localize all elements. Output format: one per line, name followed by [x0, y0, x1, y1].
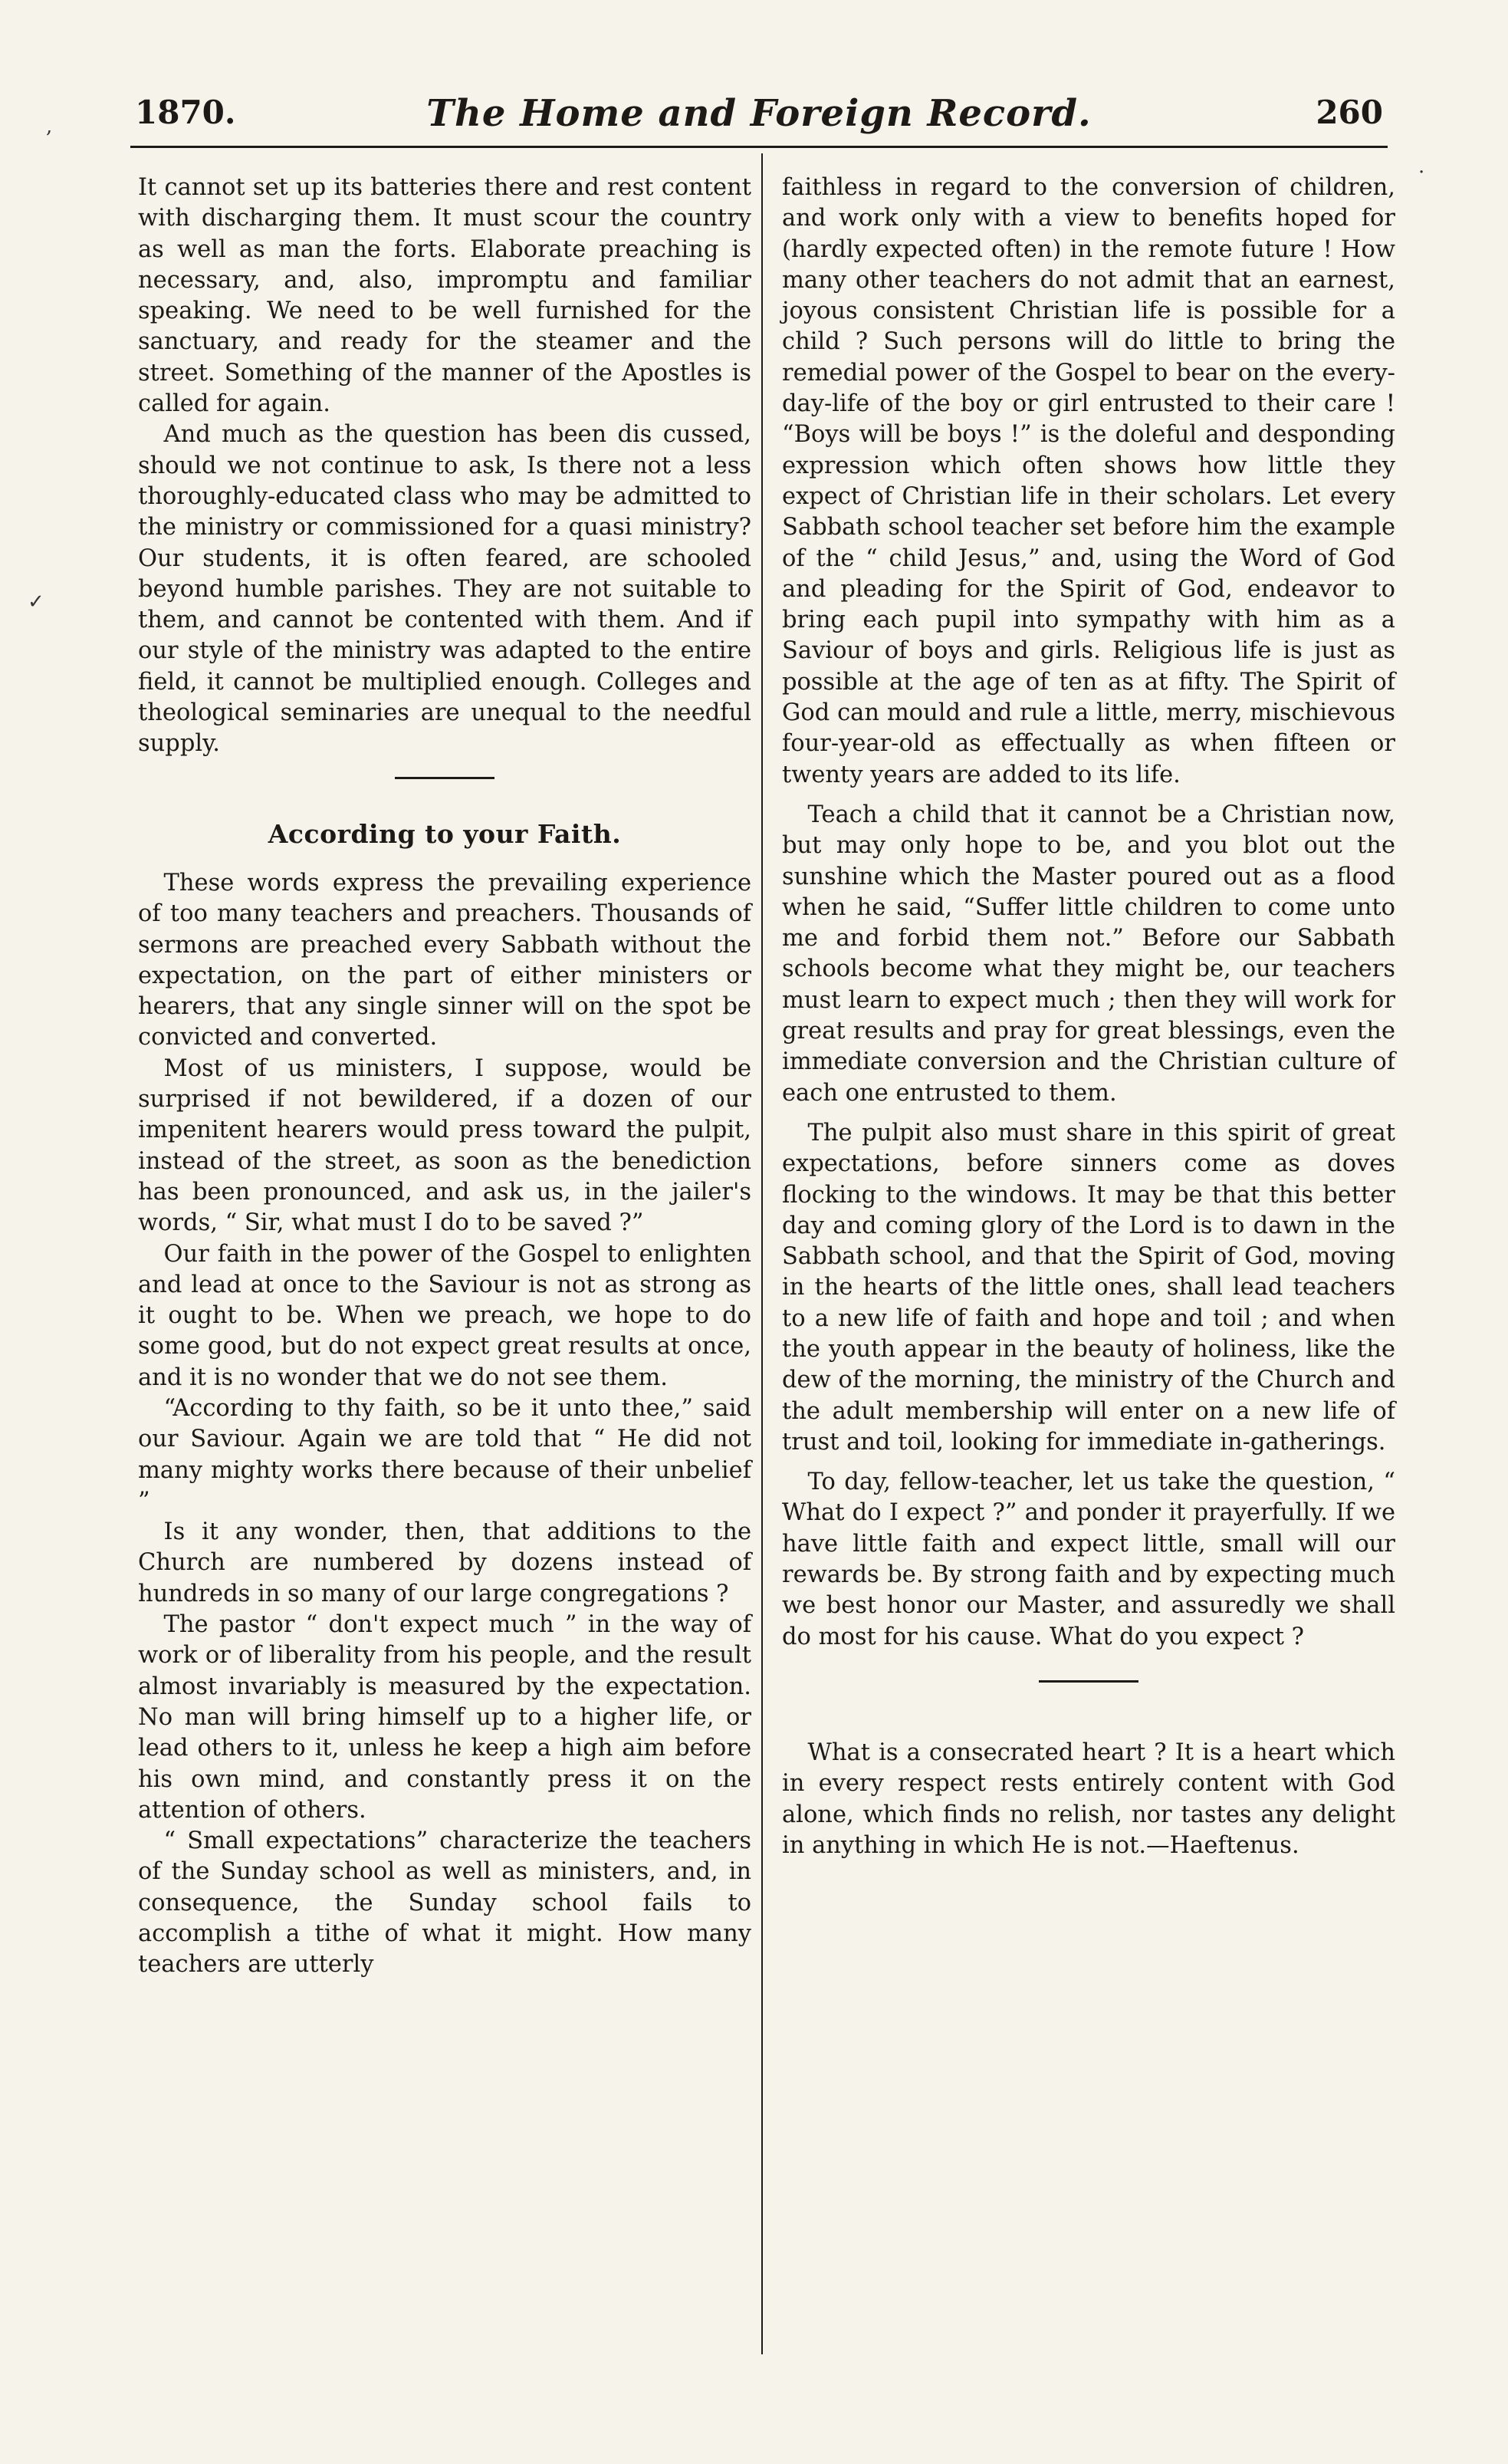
section-divider: [395, 777, 494, 779]
running-header: [130, 84, 1388, 161]
paragraph: The pastor “ don't expect much ” in the way of work or of liberality from his people, and the result almost invariably is measured by the expectation. No man will bring himself up to a higher life, or lead others to it, unless he keep a high aim before his own mind, and constantly press it on the attention of others.: [138, 1611, 751, 1824]
left-column: [138, 173, 751, 1981]
section-divider: [1039, 1680, 1138, 1683]
journal-title: The Home and Foreign Record.: [426, 92, 1092, 135]
page-number: 260: [1316, 94, 1383, 131]
paragraph: The pulpit also must share in this spirit of great expectations, before sinners come as doves flocking to the windows. It may be that this better day and coming glory of the Lord is to dawn in the Sabbath school, and that the Spirit of God, moving in the hearts of the little ones, shall lead teachers to a new life of faith and hope and toil ; and when the youth appear in the beauty of holiness, like the dew of the morning, the ministry of the Church and the adult membership will enter on a new life of trust and toil, looking for immediate in-gatherings.: [782, 1119, 1395, 1456]
paragraph: These words express the prevailing experience of too many teachers and preachers. Thousands of sermons are preached every Sabbath without the expectation, on the part of either ministers or hearers, that any single sinner will on the spot be convicted and converted.: [138, 869, 751, 1051]
margin-mark-top-left: ,: [46, 115, 53, 138]
header-rule: [130, 146, 1388, 148]
margin-mark-check: ✓: [28, 591, 44, 614]
paragraph: It cannot set up its batteries there and rest content with discharging them. It must scour the country as well as man the forts. Elaborate preaching is necessary, and, also, impromptu and familiar speaking. We need to be well furnished for the sanctuary, and ready for the steamer and the street. Something of the manner of the Apostles is called for again.: [138, 174, 751, 418]
header-year: 1870.: [135, 94, 236, 131]
paragraph: Teach a child that it cannot be a Christian now, but may only hope to be, and you blot out the sunshine which the Master poured out as a flood when he said, “Suffer little children to come unto me and forbid them not.” Before our Sabbath schools become what they might be, our teachers must learn to expect much ; then they will work for great results and pray for great blessings, even the immediate conversion and the Christian culture of each one entrusted to them.: [782, 801, 1395, 1107]
paragraph: Most of us ministers, I suppose, would be surprised if not bewildered, if a dozen of our impenitent hearers would press toward the pulpit, instead of the street, as soon as the benediction has been pronounced, and ask us, in the jailer's words, “ Sir, what must I do to be saved ?”: [138, 1054, 751, 1237]
paragraph: “ Small expectations” characterize the teachers of the Sunday school as well as ministers, and, in consequence, the Sunday school fails to accomplish a tithe of what it might. How many teachers are utterly: [138, 1827, 751, 1979]
paragraph: “According to thy faith, so be it unto thee,” said our Saviour. Again we are told that “ He did not many mighty works there because of their unbelief ”: [138, 1394, 751, 1515]
paragraph: And much as the question has been dis cussed, should we not continue to ask, Is there not a less thoroughly-educated class who may be admitted to the ministry or commissioned for a quasi ministry? Our students, it is often feared, are schooled beyond humble parishes. They are not suitable to them, and cannot be contented with them. And if our style of the ministry was adapted to the entire field, it cannot be multiplied enough. Colleges and theological seminaries are unequal to the needful supply.: [138, 421, 751, 758]
section-heading: According to your Faith.: [268, 818, 622, 849]
column-divider: [761, 153, 763, 2354]
closing-paragraph: What is a consecrated heart ? It is a heart which in every respect rests entirely content with God alone, which finds no relish, nor tastes any delight in anything in which He is not.—Haeftenus.: [782, 1739, 1395, 1859]
paragraph: Our faith in the power of the Gospel to enlighten and lead at once to the Saviour is not as strong as it ought to be. When we preach, we hope to do some good, but do not expect great results at once, and it is no wonder that we do not see them.: [138, 1240, 751, 1391]
right-column: [782, 173, 1395, 1861]
margin-mark-top-right: ·: [1418, 161, 1425, 184]
paragraph: Is it any wonder, then, that additions to the Church are numbered by dozens instead of hundreds in so many of our large congregations ?: [138, 1518, 751, 1607]
paragraph: To day, fellow-teacher, let us take the question, “ What do I expect ?” and ponder it prayerfully. If we have little faith and expect little, small will our rewards be. By strong faith and by expecting much we best honor our Master, and assuredly we shall do most for his cause. What do you expect ?: [782, 1469, 1395, 1650]
paragraph: faithless in regard to the conversion of children, and work only with a view to benefits hoped for (hardly expected often) in the remote future ! How many other teachers do not admit that an earnest, joyous consistent Christian life is possible for a child ? Such persons will do little to bring the remedial power of the Gospel to bear on the every-day-life of the boy or girl entrusted to their care ! “Boys will be boys !” is the doleful and desponding expression which often shows how little they expect of Christian life in their scholars. Let every Sabbath school teacher set before him the example of the “ child Jesus,” and, using the Word of God and pleading for the Spirit of God, endeavor to bring each pupil into sympathy with him as a Saviour of boys and girls. Religious life is just as possible at the age of ten as at fifty. The Spirit of God can mould and rule a little, merry, mischievous four-year-old as effectually as when fifteen or twenty years are added to its life.: [782, 174, 1395, 788]
